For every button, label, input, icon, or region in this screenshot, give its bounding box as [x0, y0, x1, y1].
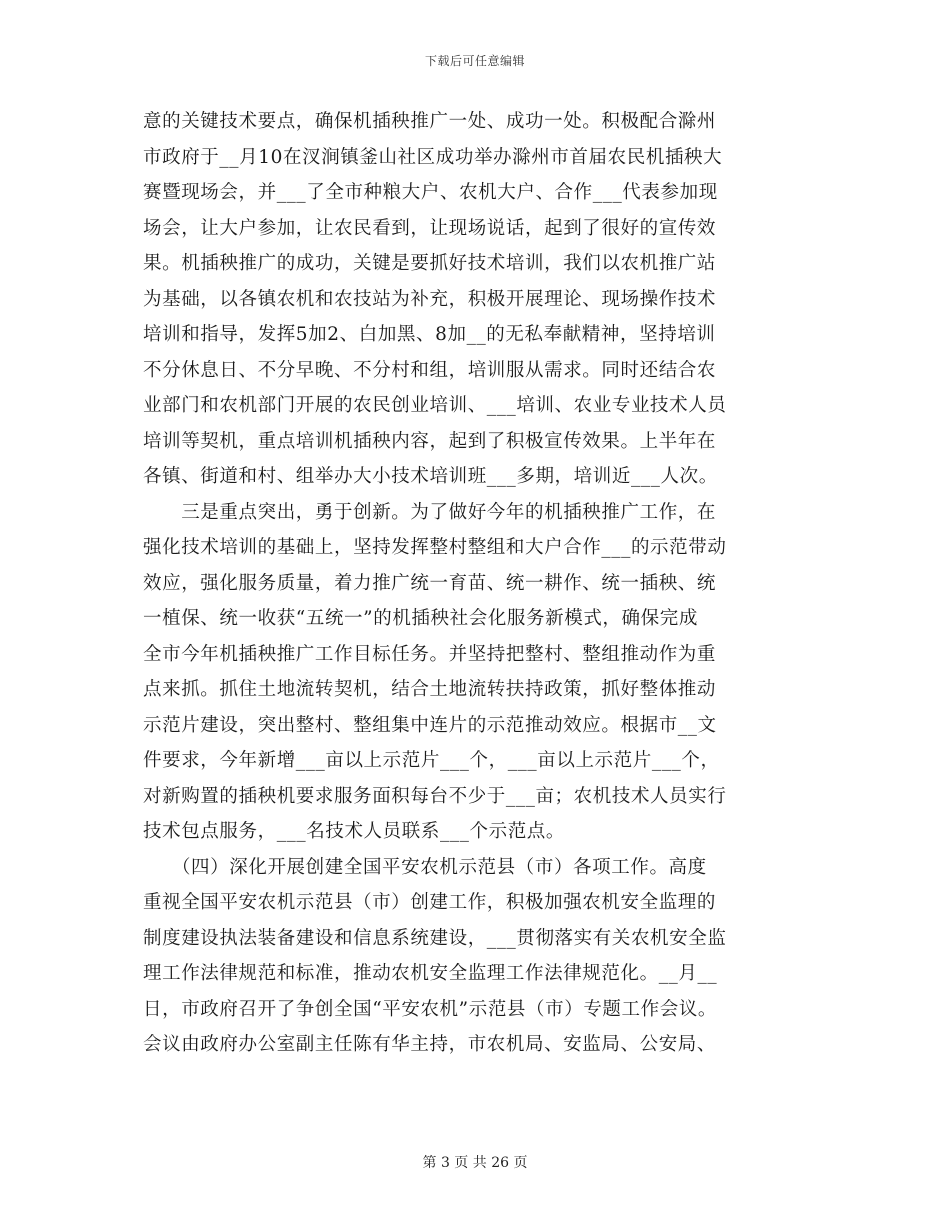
page-number: 第 3 页 共 26 页 [422, 1155, 528, 1171]
text-line: 件要求，今年新增___亩以上示范片___个，___亩以上示范片___个， [143, 750, 720, 771]
text-line: 点来抓。抓住土地流转契机，结合土地流转扶持政策，抓好整体推动 [143, 679, 717, 700]
text-line: 业部门和农机部门开展的农民创业培训、___培训、农业专业技术人员 [143, 395, 727, 416]
text-line: 市政府于__月10在汊涧镇釜山社区成功举办滁州市首届农民机插秧大 [143, 146, 723, 168]
text-line: 三是重点突出，勇于创新。为了做好今年的机插秧推广工作，在 [143, 501, 717, 523]
text-line: 重视全国平安农机示范县（市）创建工作，积极加强农机安全监理的 [143, 892, 717, 913]
text-line: 场会，让大户参加，让农民看到，让现场说话，起到了很好的宣传效 [143, 217, 717, 239]
text-line: 一植保、统一收获“五统一”的机插秧社会化服务新模式，确保完成 [143, 608, 698, 629]
text-line: 为基础，以各镇农机和农技站为补充，积极开展理论、现场操作技术 [143, 288, 717, 310]
text-line: 全市今年机插秧推广工作目标任务。并坚持把整村、整组推动作为重 [143, 643, 717, 665]
document-body [143, 104, 815, 1063]
text-line: 意的关键技术要点，确保机插秧推广一处、成功一处。积极配合滁州 [143, 111, 717, 132]
page-header: 下载后可任意编辑 [424, 54, 525, 68]
text-line: （四）深化开展创建全国平安农机示范县（市）各项工作。高度 [143, 856, 707, 878]
text-line: 培训等契机，重点培训机插秧内容，起到了积极宣传效果。上半年在 [143, 430, 717, 452]
text-line: 效应，强化服务质量，着力推广统一育苗、统一耕作、统一插秧、统 [143, 572, 717, 594]
text-line: 会议由政府办公室副主任陈有华主持，市农机局、安监局、公安局、 [143, 1034, 717, 1055]
text-line: 赛暨现场会，并___了全市种粮大户、农机大户、合作___代表参加现 [143, 182, 718, 203]
text-line: 技术包点服务，___名技术人员联系___个示范点。 [143, 821, 566, 842]
text-line: 示范片建设，突出整村、整组集中连片的示范推动效应。根据市__文 [143, 714, 717, 736]
text-line: 各镇、街道和村、组举办大小技术培训班___多期，培训近___人次。 [143, 466, 718, 487]
text-line: 不分休息日、不分早晚、不分村和组，培训服从需求。同时还结合农 [143, 359, 717, 381]
text-line: 日，市政府召开了争创全国“平安农机”示范县（市）专题工作会议。 [143, 998, 718, 1020]
text-line: 强化技术培训的基础上，坚持发挥整村整组和大户合作___的示范带动 [143, 537, 727, 558]
text-line: 培训和指导，发挥5加2、白加黑、8加__的无私奉献精神，坚持培训 [143, 324, 716, 345]
text-line: 理工作法律规范和标准，推动农机安全监理工作法律规范化。__月__ [143, 963, 718, 984]
text-line: 对新购置的插秧机要求服务面积每台不少于___亩；农机技术人员实行 [143, 785, 727, 807]
text-line: 果。机插秧推广的成功，关键是要抓好技术培训，我们以农机推广站 [143, 253, 717, 274]
text-line: 制度建设执法装备建设和信息系统建设，___贯彻落实有关农机安全监 [143, 927, 727, 949]
